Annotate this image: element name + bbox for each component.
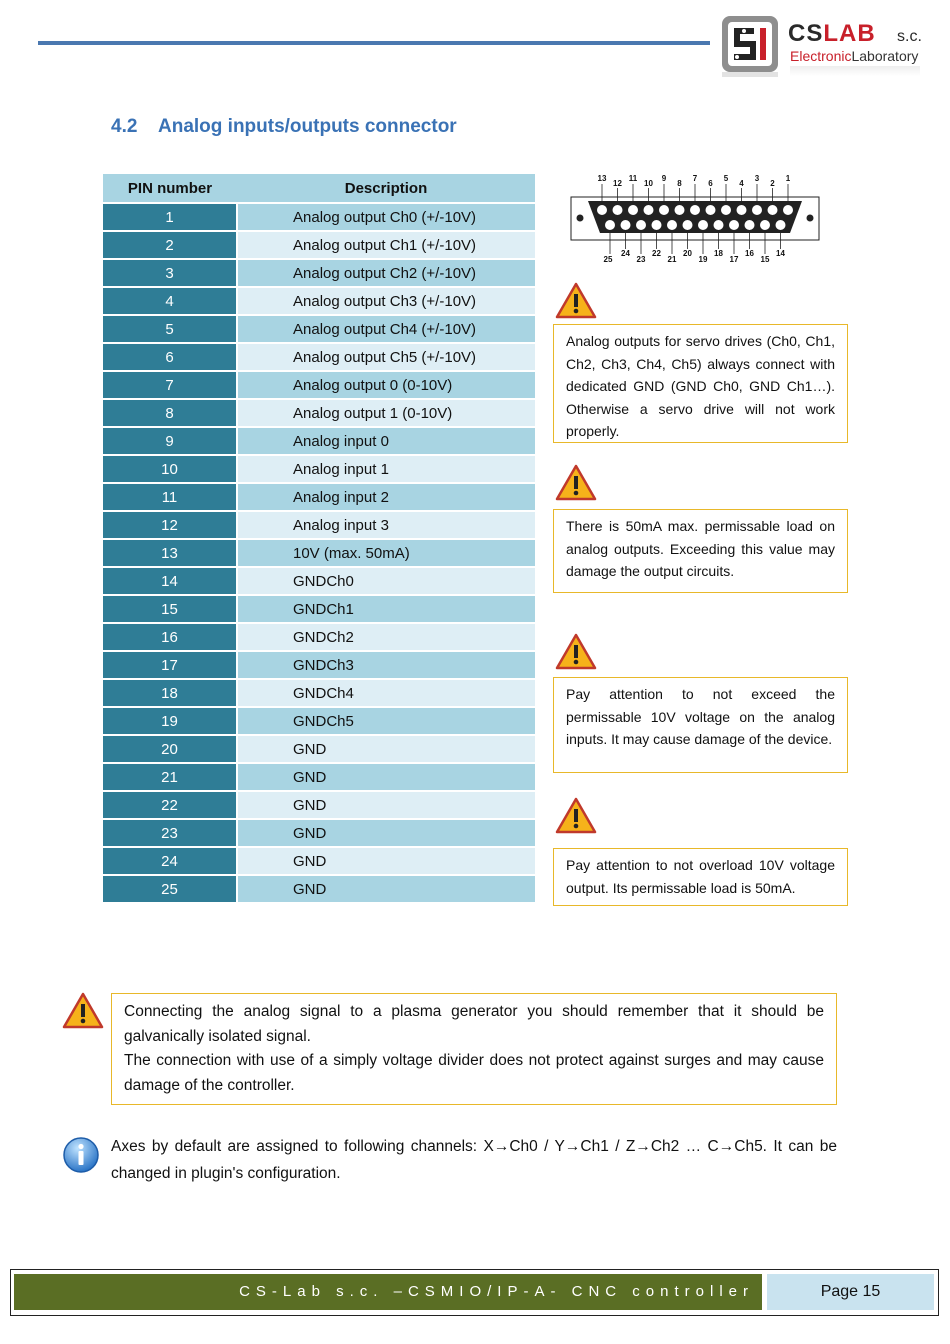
- table-row: [103, 539, 535, 567]
- table-row: [103, 567, 535, 595]
- pin-label: 25: [603, 255, 613, 264]
- warning-icon: [555, 797, 597, 835]
- pin-description: 10V (max. 50mA): [237, 539, 535, 567]
- connector-pin: [675, 205, 685, 215]
- logo-subtitle: ElectronicLaboratory: [790, 48, 919, 64]
- pin-label: 9: [661, 174, 667, 183]
- warning-icon: [555, 464, 597, 502]
- table-row: [103, 679, 535, 707]
- warning-icon: [555, 633, 597, 671]
- note-max-load: There is 50mA max. permissable load on analog outputs. Exceeding this value may damage the output circuits.: [553, 509, 848, 593]
- table-row: [103, 315, 535, 343]
- connector-pin: [737, 205, 747, 215]
- pin-number: 23: [103, 819, 237, 847]
- connector-pin: [768, 205, 778, 215]
- table-row: [103, 651, 535, 679]
- connector-pin: [690, 205, 700, 215]
- plasma-note-line1: Connecting the analog signal to a plasma generator you should remember that it should be galvanically isolated signal.: [124, 1003, 824, 1045]
- pin-label: 20: [683, 249, 692, 258]
- pin-description: Analog output Ch4 (+/-10V): [237, 315, 535, 343]
- connector-pin: [776, 220, 786, 230]
- pin-number: 10: [103, 455, 237, 483]
- section-number: 4.2: [111, 116, 138, 137]
- pin-description: Analog output Ch5 (+/-10V): [237, 343, 535, 371]
- info-icon: [62, 1136, 100, 1174]
- connector-pin: [714, 220, 724, 230]
- pin-number: 17: [103, 651, 237, 679]
- connector-pin: [745, 220, 755, 230]
- connector-pin: [729, 220, 739, 230]
- pin-label: 7: [692, 174, 698, 183]
- connector-pin: [597, 205, 607, 215]
- pin-label: 14: [776, 249, 785, 258]
- pin-description: GND: [237, 875, 535, 902]
- pin-description: GND: [237, 819, 535, 847]
- pin-description: GNDCh1: [237, 595, 535, 623]
- pin-description: GND: [237, 791, 535, 819]
- table-row: [103, 399, 535, 427]
- connector-pin: [683, 220, 693, 230]
- table-row: [103, 427, 535, 455]
- note-servo-gnd: Analog outputs for servo drives (Ch0, Ch1, Ch2, Ch3, Ch4, Ch5) always connect with dedicated GND (GND Ch0, GND Ch1…). Otherwise a servo drive will not work properly.: [553, 324, 848, 443]
- logo-sc: s.c.: [897, 28, 922, 45]
- pin-description: Analog output Ch3 (+/-10V): [237, 287, 535, 315]
- footer-title: CS-Lab s.c. –CSMIO/IP-A- CNC controller: [239, 1283, 754, 1300]
- connector-pin: [636, 220, 646, 230]
- pin-description: Analog input 1: [237, 455, 535, 483]
- logo-wordmark: CSLAB: [788, 20, 876, 47]
- connector-pin: [760, 220, 770, 230]
- pin-label: 10: [644, 179, 653, 188]
- table-row: [103, 203, 535, 231]
- pin-number: 21: [103, 763, 237, 791]
- pin-description: Analog output 1 (0-10V): [237, 399, 535, 427]
- pin-number: 25: [103, 875, 237, 902]
- table-row: [103, 287, 535, 315]
- connector-pin: [644, 205, 654, 215]
- pin-label: 21: [667, 255, 677, 264]
- table-row: [103, 483, 535, 511]
- table-row: [103, 623, 535, 651]
- table-row: [103, 259, 535, 287]
- pin-label: 24: [621, 249, 630, 258]
- table-row: [103, 875, 535, 902]
- logo-reflection: [790, 66, 920, 76]
- connector-pin: [605, 220, 615, 230]
- connector-pin: [783, 205, 793, 215]
- connector-pin: [721, 205, 731, 215]
- pin-number: 15: [103, 595, 237, 623]
- pin-label: 3: [754, 174, 760, 183]
- pin-number: 3: [103, 259, 237, 287]
- pin-description: Analog output Ch0 (+/-10V): [237, 203, 535, 231]
- table-row: [103, 707, 535, 735]
- warning-icon: [555, 282, 597, 320]
- pin-description: Analog output Ch1 (+/-10V): [237, 231, 535, 259]
- pin-label: 5: [723, 174, 729, 183]
- pin-number: 18: [103, 679, 237, 707]
- page-number: Page 15: [767, 1274, 934, 1310]
- pin-label: 19: [698, 255, 708, 264]
- pin-description: GND: [237, 847, 535, 875]
- pin-description: GND: [237, 735, 535, 763]
- table-row: [103, 455, 535, 483]
- connector-pin: [659, 205, 669, 215]
- pin-label: 13: [597, 174, 607, 183]
- table-row: [103, 791, 535, 819]
- note-plasma-generator: [111, 993, 837, 1105]
- header-rule: [38, 41, 710, 45]
- table-row: [103, 763, 535, 791]
- table-row: [103, 511, 535, 539]
- pin-description: GNDCh0: [237, 567, 535, 595]
- pin-description: GND: [237, 763, 535, 791]
- connector-pin: [621, 220, 631, 230]
- pin-label: 4: [739, 179, 744, 188]
- pin-label: 22: [652, 249, 661, 258]
- connector-pin: [652, 220, 662, 230]
- pin-description: GNDCh2: [237, 623, 535, 651]
- pin-number: 13: [103, 539, 237, 567]
- description-header: Description: [237, 174, 535, 203]
- pin-label: 1: [785, 174, 791, 183]
- table-row: [103, 371, 535, 399]
- pin-table: [103, 174, 535, 902]
- pin-number-header: PIN number: [103, 174, 237, 203]
- pin-number: 16: [103, 623, 237, 651]
- pin-number: 19: [103, 707, 237, 735]
- plasma-note-line2: The connection with use of a simply voltage divider does not protect against surges and may cause damage of the controller.: [124, 1052, 824, 1094]
- pin-label: 8: [677, 179, 682, 188]
- pin-number: 6: [103, 343, 237, 371]
- note-input-voltage: Pay attention to not exceed the permissable 10V voltage on the analog inputs. It may cause damage of the device.: [553, 677, 848, 773]
- pin-description: GNDCh4: [237, 679, 535, 707]
- table-row: [103, 343, 535, 371]
- pin-label: 17: [729, 255, 739, 264]
- pin-table-header: [103, 174, 535, 203]
- pin-description: GNDCh5: [237, 707, 535, 735]
- pin-description: Analog input 3: [237, 511, 535, 539]
- pin-description: Analog output Ch2 (+/-10V): [237, 259, 535, 287]
- table-row: [103, 735, 535, 763]
- pin-number: 5: [103, 315, 237, 343]
- pin-number: 11: [103, 483, 237, 511]
- cslab-logo-icon: [720, 14, 780, 78]
- pin-label: 6: [708, 179, 713, 188]
- pin-label: 18: [714, 249, 723, 258]
- connector-pin: [752, 205, 762, 215]
- section-title: Analog inputs/outputs connector: [158, 116, 457, 137]
- pin-number: 4: [103, 287, 237, 315]
- pin-label: 12: [613, 179, 622, 188]
- connector-pin: [698, 220, 708, 230]
- pin-number: 22: [103, 791, 237, 819]
- table-row: [103, 231, 535, 259]
- pin-number: 12: [103, 511, 237, 539]
- pin-number: 1: [103, 203, 237, 231]
- connector-pin: [628, 205, 638, 215]
- pin-description: Analog input 2: [237, 483, 535, 511]
- pin-number: 14: [103, 567, 237, 595]
- pin-label: 11: [628, 174, 638, 183]
- connector-pin: [667, 220, 677, 230]
- table-row: [103, 595, 535, 623]
- pin-number: 8: [103, 399, 237, 427]
- info-text: Axes by default are assigned to following channels: X→Ch0 / Y→Ch1 / Z→Ch2 … C→Ch5. It can be changed in plugin's configuration.: [111, 1138, 837, 1182]
- pin-number: 20: [103, 735, 237, 763]
- pin-label: 2: [770, 179, 775, 188]
- connector-pin: [613, 205, 623, 215]
- pin-description: Analog output 0 (0-10V): [237, 371, 535, 399]
- db25-connector-diagram: [568, 170, 822, 266]
- pin-label: 23: [636, 255, 646, 264]
- pin-label: 15: [760, 255, 770, 264]
- pin-number: 7: [103, 371, 237, 399]
- table-row: [103, 819, 535, 847]
- connector-pin: [706, 205, 716, 215]
- pin-label: 16: [745, 249, 754, 258]
- warning-icon: [62, 992, 104, 1030]
- pin-description: GNDCh3: [237, 651, 535, 679]
- pin-number: 9: [103, 427, 237, 455]
- pin-description: Analog input 0: [237, 427, 535, 455]
- table-row: [103, 847, 535, 875]
- note-10v-output: Pay attention to not overload 10V voltage output. Its permissable load is 50mA.: [553, 848, 848, 906]
- pin-number: 24: [103, 847, 237, 875]
- pin-number: 2: [103, 231, 237, 259]
